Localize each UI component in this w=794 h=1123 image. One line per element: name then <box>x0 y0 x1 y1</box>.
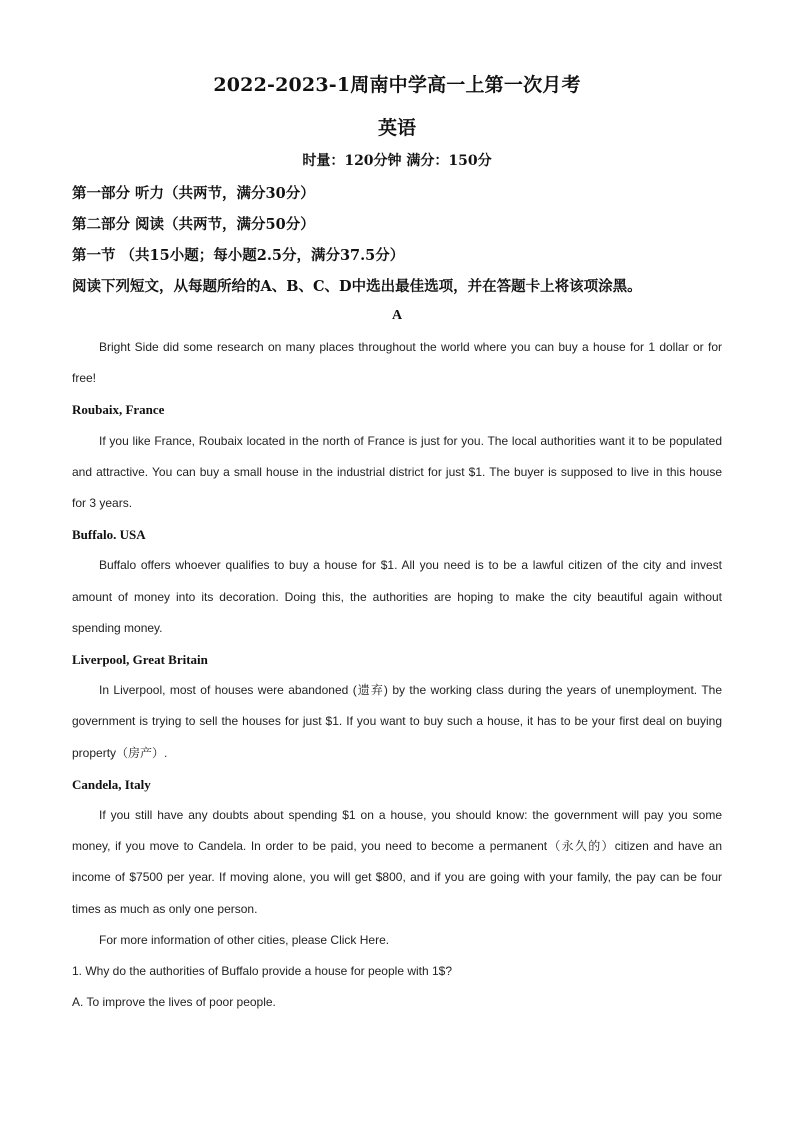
passage-body <box>72 332 722 1018</box>
place-heading: Buffalo. USA <box>72 527 146 543</box>
place-text: If you like France, Roubaix located in the north of France is just for you. The local authorities want it to be populated and attractive. You can buy a small house in the industrial district for just $1. The buyer is supposed to live in this house for 3 years. <box>72 433 722 511</box>
place-heading: Liverpool, Great Britain <box>72 652 208 668</box>
place-text: Buffalo offers whoever qualifies to buy a house for $1. All you need is to be a lawful citizen of the city and invest amount of money into its decoration. Doing this, the authorities are hoping to make the city beautiful again without spending money. <box>72 558 722 635</box>
question-text: 1. Why do the authorities of Buffalo provide a house for people with 1$? <box>72 964 453 979</box>
section1-heading: 第一节 （共15小题；每小题2.5分，满分37.5分） <box>72 247 405 264</box>
part1-heading: 第一部分 听力（共两节，满分30分） <box>72 185 315 202</box>
place-text: In Liverpool, most of houses were abandoned (遗弃) by the working class during the years of unemployment. The government is trying to sell the houses for just $1. If you want to buy such a house, it has to be your first deal on buying property（房产）. <box>72 683 722 760</box>
more-info-link[interactable]: For more information of other cities, please Click Here. <box>99 932 390 947</box>
exam-subject: 英语 <box>377 117 416 139</box>
passage-label: A <box>391 308 403 323</box>
passage-intro: Bright Side did some research on many places throughout the world where you can buy a house for 1 dollar or for free! <box>72 340 722 386</box>
option-a: A. To improve the lives of poor people. <box>72 995 276 1010</box>
place-heading: Candela, Italy <box>72 776 151 792</box>
place-text: If you still have any doubts about spending $1 on a house, you should know: the government will pay you some money, if you move to Candela. In order to be paid, you need to become a permanent（永久的）citizen and have an income of $7500 per year. If moving alone, you will get $800, and if you are going with your family, the pay can be four times as much as only one person. <box>72 808 722 916</box>
part2-heading: 第二部分 阅读（共两节，满分50分） <box>72 216 315 233</box>
exam-title: 2022-2023-1周南中学高一上第一次月考 <box>213 74 581 96</box>
place-heading: Roubaix, France <box>72 402 165 418</box>
exam-time-info: 时量：120分钟 满分：150分 <box>302 153 492 169</box>
reading-instruction: 阅读下列短文，从每题所给的A、B、C、D中选出最佳选项，并在答题卡上将该项涂黑。 <box>72 278 642 295</box>
